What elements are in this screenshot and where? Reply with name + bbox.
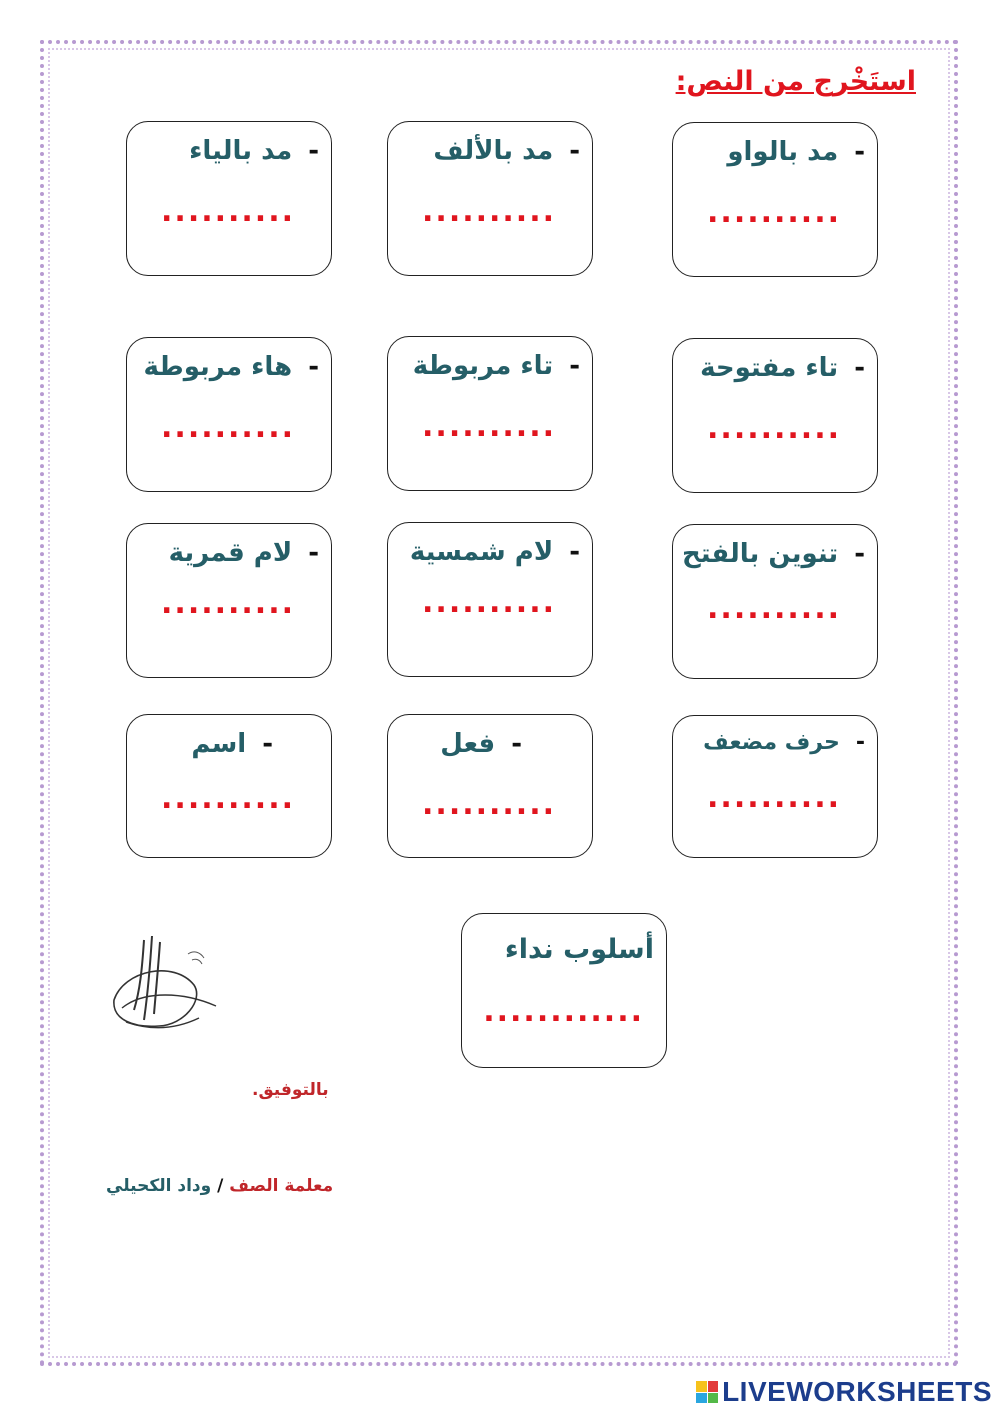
closing-note: بالتوفيق. (252, 1080, 329, 1100)
dash-marker: - (262, 729, 273, 759)
answer-blank[interactable]: .......... (161, 586, 295, 621)
answer-box-noun[interactable] (126, 714, 332, 858)
dash-marker: - (854, 137, 865, 167)
answer-box-tied-ta[interactable] (387, 336, 593, 491)
box-label: أسلوب نداء (504, 934, 654, 965)
answer-box-lunar-lam[interactable] (126, 523, 332, 678)
teacher-signature-image (104, 930, 224, 1040)
teacher-role: معلمة الصف (229, 1176, 334, 1196)
answer-box-verb[interactable] (387, 714, 593, 858)
box-label: -لام شمسية (409, 537, 580, 567)
answer-blank[interactable]: .......... (161, 410, 295, 445)
answer-blank[interactable]: .......... (161, 194, 295, 229)
answer-box-tanween-fath[interactable] (672, 524, 878, 679)
answer-blank[interactable]: .......... (161, 781, 295, 816)
box-label: -تاء مربوطة (412, 351, 580, 381)
answer-box-vocative[interactable] (461, 913, 667, 1068)
box-label: -هاء مربوطة (143, 352, 319, 382)
box-label: -تنوين بالفتح (681, 539, 865, 569)
dash-marker: - (308, 136, 319, 166)
answer-box-long-alif[interactable] (387, 121, 593, 276)
box-label: -مد بالواو (727, 137, 865, 167)
teacher-separator: / (217, 1176, 224, 1196)
answer-blank[interactable]: .......... (422, 787, 556, 822)
answer-box-solar-lam[interactable] (387, 522, 593, 677)
answer-blank[interactable]: .......... (707, 780, 841, 815)
answer-blank[interactable]: .......... (422, 409, 556, 444)
answer-blank[interactable]: .......... (707, 411, 841, 446)
box-label: -مد بالياء (189, 136, 319, 166)
answer-box-open-ta[interactable] (672, 338, 878, 493)
liveworksheets-logo[interactable] (696, 1376, 992, 1408)
box-label: -فعل (440, 729, 522, 759)
answer-blank[interactable]: .......... (707, 195, 841, 230)
dash-marker: - (511, 729, 522, 759)
dash-marker: - (855, 730, 865, 755)
dash-marker: - (308, 538, 319, 568)
brand-text: LIVEWORKSHEETS (722, 1376, 992, 1407)
teacher-name: وداد الكحيلي (106, 1176, 212, 1196)
answer-blank[interactable]: .......... (422, 585, 556, 620)
answer-box-tied-ha[interactable] (126, 337, 332, 492)
box-label: -حرف مضعف (703, 730, 865, 755)
dash-marker: - (569, 351, 580, 381)
box-label: -اسم (191, 729, 273, 759)
dash-marker: - (308, 352, 319, 382)
box-label: -لام قمرية (168, 538, 319, 568)
logo-cube-icon (696, 1381, 718, 1403)
box-label: -مد بالألف (433, 136, 580, 166)
dash-marker: - (569, 537, 580, 567)
dash-marker: - (854, 539, 865, 569)
answer-box-long-waw[interactable] (672, 122, 878, 277)
answer-blank[interactable]: .......... (422, 194, 556, 229)
answer-box-shadda-letter[interactable] (672, 715, 878, 858)
answer-box-long-ya[interactable] (126, 121, 332, 276)
dash-marker: - (854, 353, 865, 383)
answer-blank[interactable]: ............ (483, 994, 644, 1029)
worksheet-title: استَخْرج من النص: (675, 66, 916, 97)
dash-marker: - (569, 136, 580, 166)
box-label: -تاء مفتوحة (700, 353, 865, 383)
answer-blank[interactable]: .......... (707, 591, 841, 626)
teacher-credit (106, 1176, 333, 1196)
